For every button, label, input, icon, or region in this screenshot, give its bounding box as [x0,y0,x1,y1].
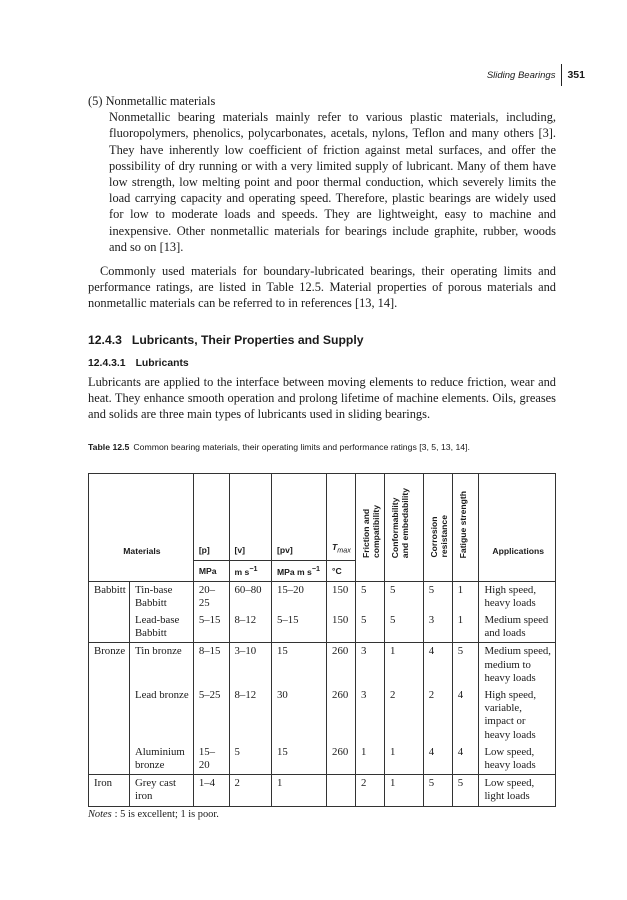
table-row [89,612,556,643]
cell-tmax: 260 [327,687,356,744]
running-header [487,64,585,86]
cell-applications: Low speed, light loads [479,775,556,806]
cell-material: Aluminium bronze [129,744,193,775]
cell-p: 1–4 [193,775,229,806]
table-caption-text: Common bearing materials, their operating limits and performance ratings [3, 5, 13, 14]. [133,441,470,452]
cell-tmax: 150 [327,581,356,612]
header-tmax-symbol: T [332,541,338,552]
table-row [89,775,556,806]
header-p: [p] [193,474,229,561]
header-tmax-sub: max [337,546,351,555]
subsection-number: 12.4.3.1 [88,357,126,369]
cell-corrosion: 3 [423,612,452,643]
cell-applications: High speed, variable, impact or heavy loads [479,687,556,744]
group-bronze: Bronze [89,643,130,775]
cell-conformability: 1 [385,775,424,806]
cell-material: Tin-base Babbitt [129,581,193,612]
cell-fatigue: 5 [452,775,479,806]
header-friction [356,474,385,561]
header-tmax [327,474,356,561]
cell-material: Lead bronze [129,687,193,744]
cell-v: 8–12 [229,612,271,643]
cell-v: 5 [229,744,271,775]
item-5-body: Nonmetallic bearing materials mainly refer to various plastic materials, including, fluoropolymers, phenolics, polycarbonates, acetals, nylons, Teflon and many others [3]. They have inherently low coefficient of friction against metal surfaces, and offer the possibility of dry running or with a very limited supply of lubricant. Many of them have low strength, low melting point and poor thermal conduction, which severely limits the load carrying capacity and operating speed. Therefore, plastic bearings are widely used for low to moderate loads and speeds. They are lightweight, easy to machine and inexpensive. Other nonmetallic materials for bearings include graphite, rubber, woods and so on [13]. [109,110,556,254]
cell-pv: 5–15 [271,612,326,643]
cell-p: 5–15 [193,612,229,643]
table-units-row [89,560,556,581]
cell-friction: 1 [356,744,385,775]
cell-friction: 3 [356,687,385,744]
notes-label: Notes [88,809,112,820]
page-number: 351 [567,69,585,81]
item-5-title: Nonmetallic materials [105,94,216,108]
cell-friction: 5 [356,581,385,612]
cell-applications: Medium speed, medium to heavy loads [479,643,556,687]
running-title: Sliding Bearings [486,69,556,81]
cell-p: 15–20 [193,744,229,775]
cell-fatigue: 1 [452,581,479,612]
cell-v: 2 [229,775,271,806]
subsection-heading [88,356,556,372]
section-number: 12.4.3 [88,332,122,347]
header-friction-text: Friction and compatibility [361,504,381,558]
cell-applications: High speed, heavy loads [479,581,556,612]
unit-v-text: m s [234,566,250,577]
group-babbitt: Babbitt [89,581,130,643]
table-row [89,687,556,744]
cell-friction: 5 [356,612,385,643]
header-fatigue-text: Fatigue strength [457,490,468,558]
table-row [89,744,556,775]
unit-v-exp: −1 [249,564,258,573]
cell-applications: Medium speed and loads [479,612,556,643]
cell-friction: 2 [356,775,385,806]
cell-tmax: 150 [327,612,356,643]
cell-tmax: 260 [327,643,356,687]
cell-v: 8–12 [229,687,271,744]
section-title: Lubricants, Their Properties and Supply [131,332,364,347]
cell-material: Grey cast iron [129,775,193,806]
header-corrosion [423,474,452,561]
cell-applications: Low speed, heavy loads [479,744,556,775]
unit-p: MPa [193,560,229,581]
cell-v: 3–10 [229,643,271,687]
cell-corrosion: 4 [423,744,452,775]
cell-fatigue: 1 [452,612,479,643]
cell-p: 8–15 [193,643,229,687]
cell-corrosion: 5 [423,775,452,806]
cell-v: 60–80 [229,581,271,612]
paragraph-boundary-materials: Commonly used materials for boundary-lubricated bearings, their operating limits and performance ratings, are listed in Table 12.5. Material properties of porous materials and nonmetallic materials can be referred to in references [13, 14]. [88,264,556,311]
cell-material: Lead-base Babbitt [129,612,193,643]
header-materials: Materials [89,474,194,561]
cell-tmax [327,775,356,806]
cell-conformability: 2 [385,687,424,744]
paragraph-lubricants: Lubricants are applied to the interface between moving elements to reduce friction, wear and heat. They enhance smooth operation and prolong lifetime of machine elements. Oils, greases and solids are three main types of lubricants used in sliding bearings. [88,375,556,422]
header-conformability [385,474,424,561]
cell-conformability: 1 [385,643,424,687]
table-row [89,581,556,612]
cell-p: 5–25 [193,687,229,744]
header-v: [v] [229,474,271,561]
header-applications: Applications [479,474,556,561]
unit-tmax: °C [327,560,356,581]
cell-pv: 30 [271,687,326,744]
unit-pv [271,560,326,581]
cell-corrosion: 4 [423,643,452,687]
unit-pv-text: MPa m s [276,566,312,577]
unit-v [229,560,271,581]
cell-pv: 15–20 [271,581,326,612]
cell-tmax: 260 [327,744,356,775]
cell-corrosion: 2 [423,687,452,744]
cell-corrosion: 5 [423,581,452,612]
cell-friction: 3 [356,643,385,687]
cell-conformability: 5 [385,581,424,612]
cell-pv: 15 [271,643,326,687]
item-5-heading [88,93,556,109]
cell-material: Tin bronze [129,643,193,687]
section-heading [88,332,556,348]
cell-pv: 15 [271,744,326,775]
item-5-label: (5) [88,94,103,108]
header-fatigue [452,474,479,561]
cell-fatigue: 5 [452,643,479,687]
notes-text: : 5 is excellent; 1 is poor. [114,809,219,820]
page-body [88,93,556,455]
cell-pv: 1 [271,775,326,806]
cell-p: 20–25 [193,581,229,612]
header-conformability-text: Conformability and embedability [390,487,410,558]
table-row [89,643,556,687]
unit-pv-exp: −1 [311,564,320,573]
cell-conformability: 5 [385,612,424,643]
header-divider [561,64,562,86]
header-pv: [pv] [271,474,326,561]
header-corrosion-text: Corrosion resistance [428,515,449,558]
table-caption-label: Table 12.5 [88,441,130,452]
cell-conformability: 1 [385,744,424,775]
table-notes [88,809,219,820]
group-iron: Iron [89,775,130,806]
cell-fatigue: 4 [452,744,479,775]
cell-fatigue: 4 [452,687,479,744]
materials-table [88,473,556,807]
table-header-row [89,474,556,561]
subsection-title: Lubricants [135,357,189,369]
table-caption [88,439,556,455]
